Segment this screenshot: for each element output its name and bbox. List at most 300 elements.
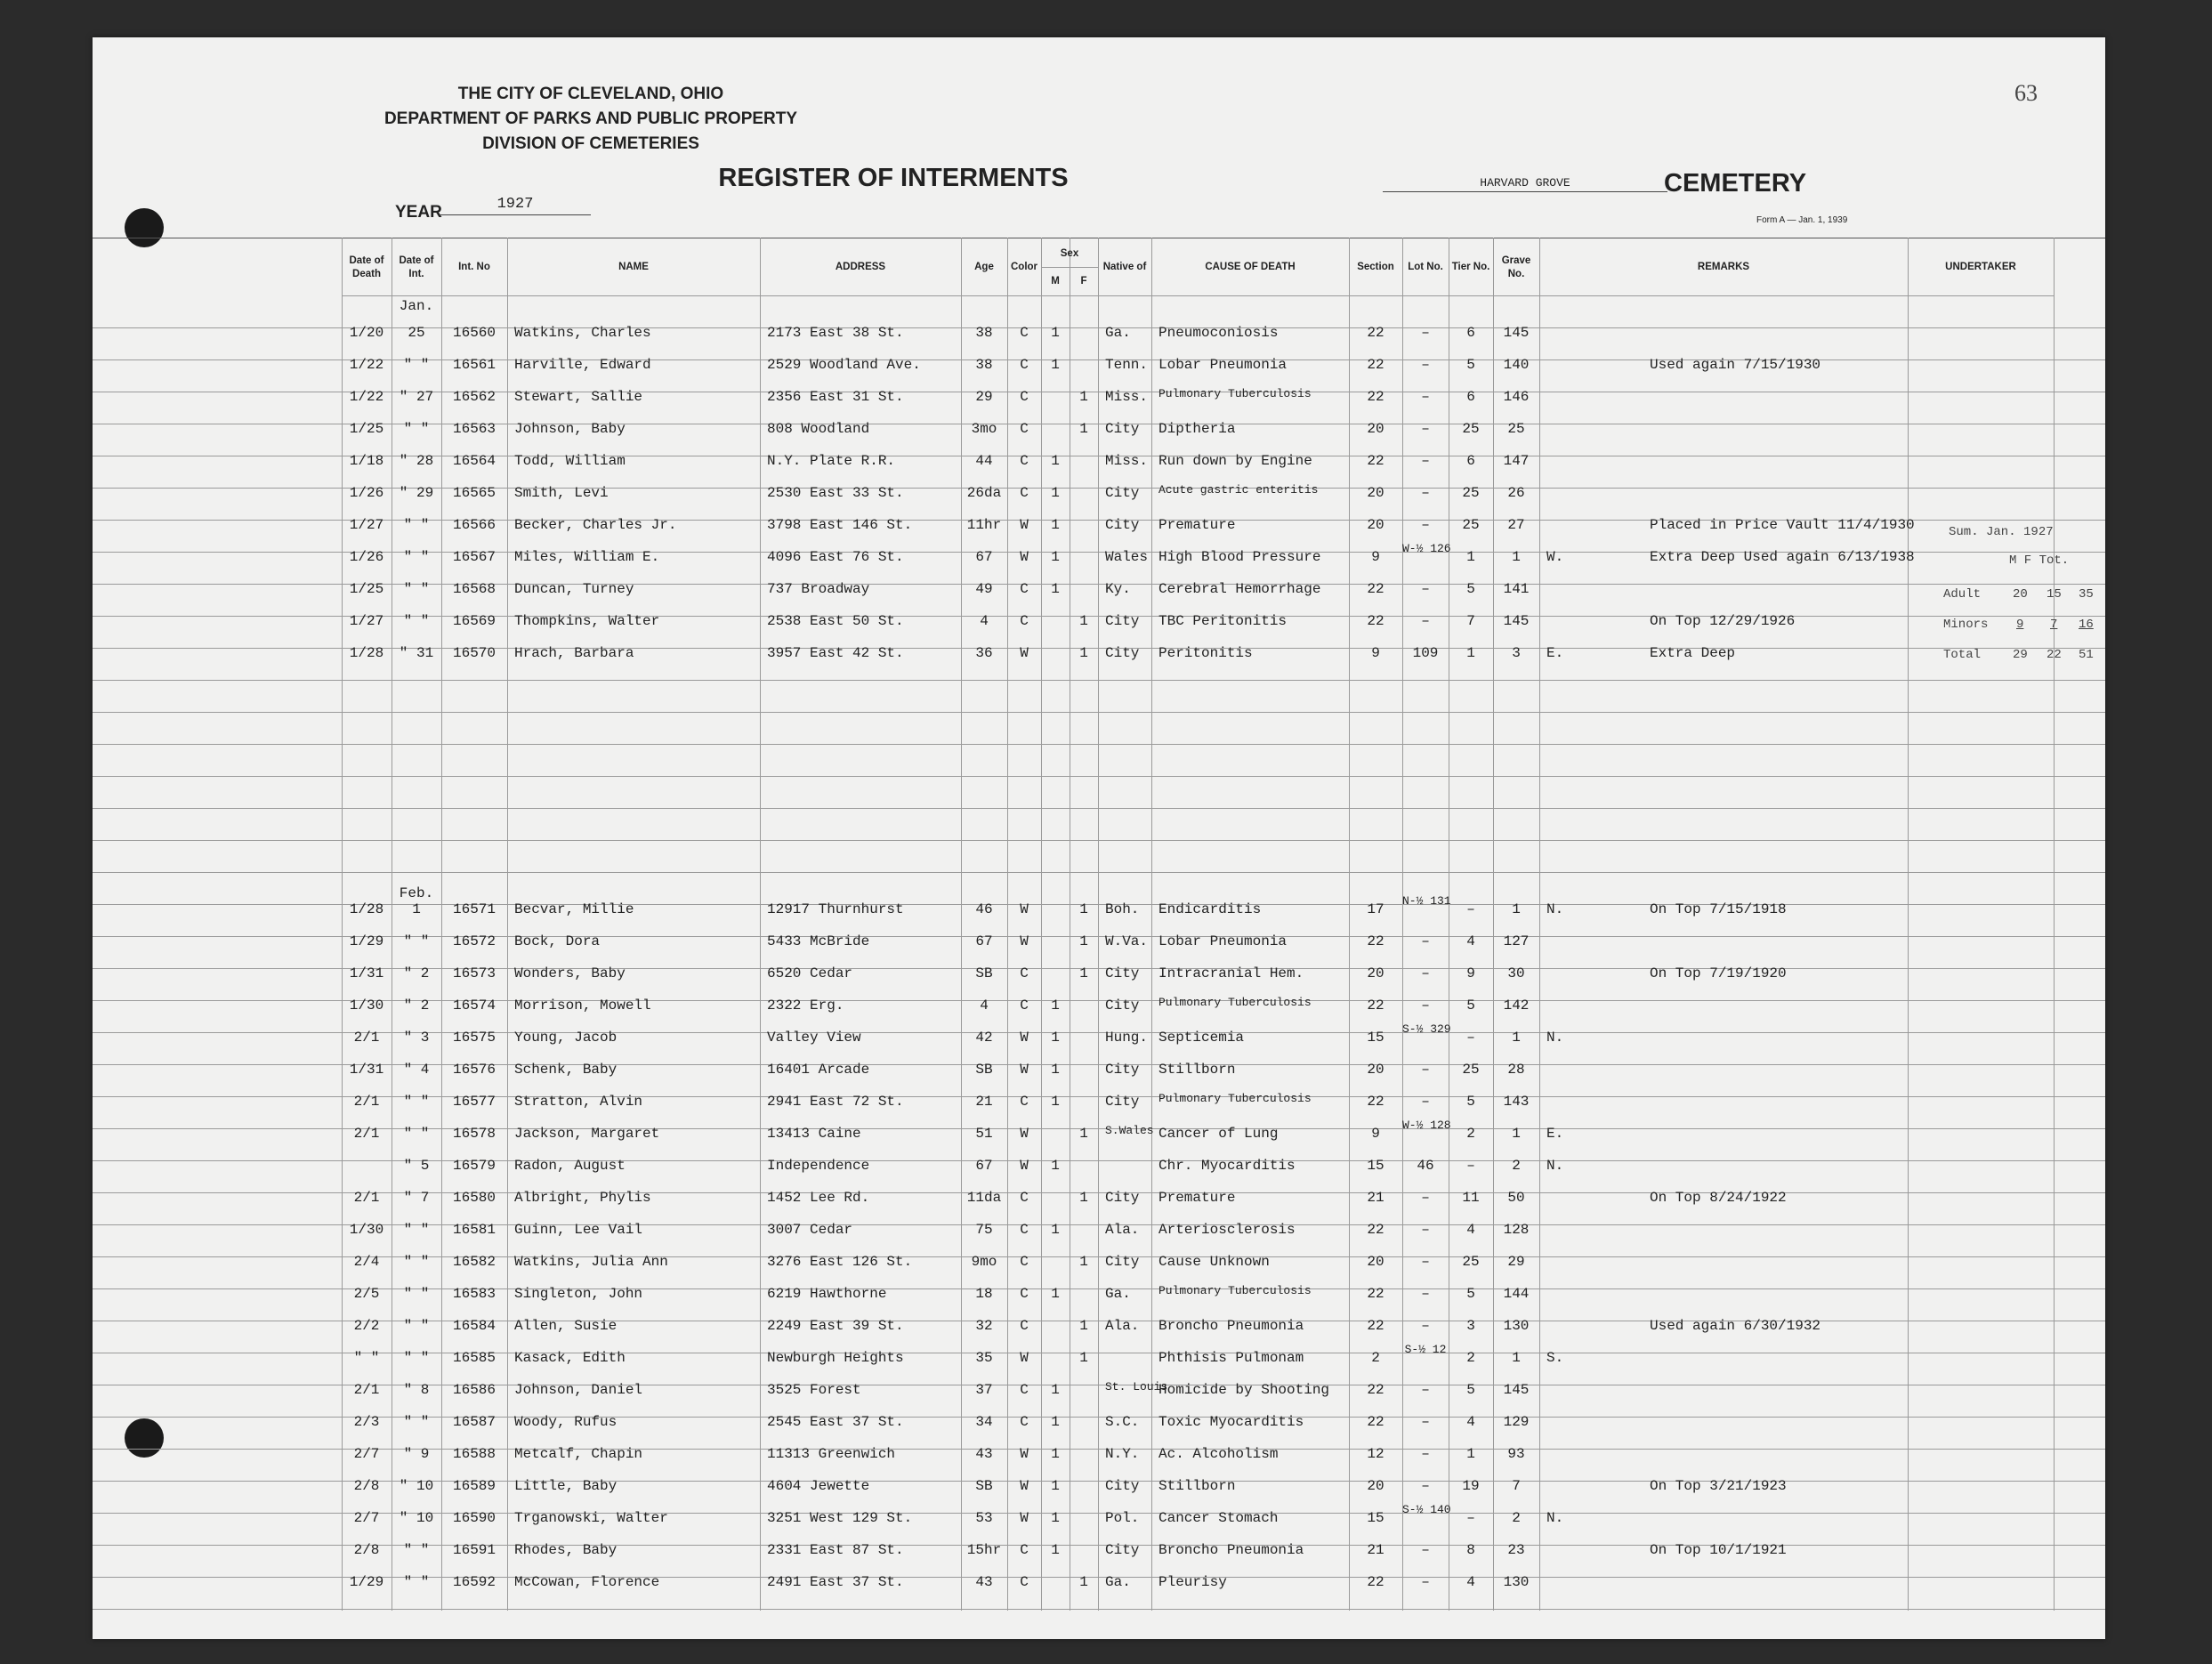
cell-native: N.Y. (1105, 1446, 1140, 1462)
cell-native: Ga. (1105, 1286, 1131, 1302)
cell-native: City (1105, 1254, 1140, 1270)
cell-m: 1 (1051, 1510, 1060, 1526)
cell-age: 53 (975, 1510, 993, 1526)
cell-section: 22 (1367, 1574, 1385, 1590)
remark-text: Extra Deep Used again 6/13/1938 (1650, 549, 1915, 565)
cell-tier: 6 (1466, 453, 1475, 469)
remark-text: On Top 3/21/1923 (1650, 1478, 1787, 1494)
cell-no: 16565 (452, 485, 496, 501)
cell-tier: 19 (1462, 1478, 1480, 1494)
cell-int: " " (403, 581, 430, 597)
cell-color: C (1020, 1542, 1029, 1558)
cell-section: 21 (1367, 1542, 1385, 1558)
cell-native: City (1105, 645, 1140, 661)
table-row (93, 1406, 2105, 1438)
cemetery-name: HARVARD GROVE (1383, 176, 1667, 192)
cell-death: 1/29 (349, 1574, 384, 1590)
summary-minors-m: 9 (2016, 618, 2024, 632)
cell-age: 75 (975, 1222, 993, 1238)
cell-color: C (1020, 1254, 1029, 1270)
cell-name: Albright, Phylis (514, 1190, 651, 1206)
cell-grave: 1 (1512, 549, 1521, 565)
cell-cause: Endicarditis (1158, 901, 1262, 917)
cell-int: " 9 (403, 1446, 430, 1462)
cell-section: 22 (1367, 453, 1385, 469)
cell-grave: 28 (1507, 1062, 1525, 1078)
cell-cause: Ac. Alcoholism (1158, 1446, 1279, 1462)
cell-tier: 1 (1466, 549, 1475, 565)
cell-grave: 127 (1503, 933, 1530, 949)
cell-f: 1 (1079, 645, 1088, 661)
table-row (93, 1534, 2105, 1566)
cell-name: Metcalf, Chapin (514, 1446, 643, 1462)
cell-age: 36 (975, 645, 993, 661)
cell-grave: 130 (1503, 1318, 1530, 1334)
remark-mark: E. (1546, 1126, 1564, 1142)
cell-no: 16579 (452, 1158, 496, 1174)
cell-address: 2491 East 37 St. (767, 1574, 904, 1590)
cell-m: 1 (1051, 453, 1060, 469)
cell-age: 46 (975, 901, 993, 917)
cell-int: " 10 (399, 1478, 434, 1494)
cell-section: 9 (1371, 1126, 1380, 1142)
cell-grave: 128 (1503, 1222, 1530, 1238)
cell-age: 9mo (971, 1254, 997, 1270)
cell-tier: 5 (1466, 357, 1475, 373)
register-title: REGISTER OF INTERMENTS (718, 164, 1069, 192)
cell-int: " 8 (403, 1382, 430, 1398)
cell-color: W (1020, 1126, 1029, 1142)
cell-death: 1/31 (349, 965, 384, 981)
cell-color: C (1020, 485, 1029, 501)
cell-color: W (1020, 901, 1029, 917)
cell-m: 1 (1051, 998, 1060, 1014)
cell-section: 15 (1367, 1510, 1385, 1526)
cell-f: 1 (1079, 1318, 1088, 1334)
cell-native: City (1105, 1542, 1140, 1558)
table-row (93, 573, 2105, 605)
cell-m: 1 (1051, 485, 1060, 501)
cell-m: 1 (1051, 1446, 1060, 1462)
cell-grave: 144 (1503, 1286, 1530, 1302)
cell-color: C (1020, 1222, 1029, 1238)
col-header-color: Color (1010, 262, 1038, 272)
cell-native: W.Va. (1105, 933, 1149, 949)
cell-grave: 1 (1512, 901, 1521, 917)
cell-age: 51 (975, 1126, 993, 1142)
cell-name: Thompkins, Walter (514, 613, 660, 629)
table-row (93, 957, 2105, 990)
cell-name: Rhodes, Baby (514, 1542, 618, 1558)
cell-grave: 140 (1503, 357, 1530, 373)
cell-m: 1 (1051, 325, 1060, 341)
cell-no: 16575 (452, 1030, 496, 1046)
cell-lot: – (1421, 357, 1430, 373)
cell-name: Johnson, Baby (514, 421, 626, 437)
cell-lot: 109 (1412, 645, 1439, 661)
cell-color: W (1020, 1350, 1029, 1366)
cell-tier: 2 (1466, 1126, 1475, 1142)
cell-no: 16592 (452, 1574, 496, 1590)
cell-name: Wonders, Baby (514, 965, 626, 981)
table-row (93, 1246, 2105, 1278)
cell-native: Ga. (1105, 1574, 1131, 1590)
cell-color: W (1020, 1158, 1029, 1174)
cell-color: C (1020, 1414, 1029, 1430)
table-row (93, 413, 2105, 445)
table-row (93, 381, 2105, 413)
col-header-lot: Lot No. (1408, 262, 1443, 272)
cell-name: McCowan, Florence (514, 1574, 660, 1590)
remark-mark: N. (1546, 901, 1564, 917)
cell-native: City (1105, 421, 1140, 437)
cell-int: " " (403, 517, 430, 533)
organization-heading (342, 82, 840, 157)
cell-native: City (1105, 1478, 1140, 1494)
cell-color: C (1020, 1574, 1029, 1590)
cell-tier: 6 (1466, 389, 1475, 405)
cell-grave: 145 (1503, 613, 1530, 629)
year-label: YEAR (395, 203, 442, 222)
cell-color: W (1020, 1446, 1029, 1462)
remark-text: On Top 7/15/1918 (1650, 901, 1787, 917)
cell-death: 2/1 (353, 1382, 380, 1398)
cell-grave: 2 (1512, 1510, 1521, 1526)
cell-age: 43 (975, 1446, 993, 1462)
cell-death: 1/31 (349, 1062, 384, 1078)
cell-int: " " (403, 1094, 430, 1110)
cell-m: 1 (1051, 1158, 1060, 1174)
cell-death: 1/25 (349, 421, 384, 437)
cell-lot: – (1421, 1446, 1430, 1462)
cell-death: 1/25 (349, 581, 384, 597)
cell-address: 2545 East 37 St. (767, 1414, 904, 1430)
cell-death: 2/1 (353, 1190, 380, 1206)
cemetery-label: CEMETERY (1664, 169, 1807, 198)
cell-native: City (1105, 485, 1140, 501)
cell-section: 22 (1367, 998, 1385, 1014)
cell-color: W (1020, 933, 1029, 949)
cell-int: " " (403, 933, 430, 949)
cell-cause: Toxic Myocarditis (1158, 1414, 1304, 1430)
cell-lot: – (1421, 1574, 1430, 1590)
cell-age: 4 (980, 613, 989, 629)
cell-no: 16588 (452, 1446, 496, 1462)
remark-mark: W. (1546, 549, 1564, 565)
cell-color: C (1020, 325, 1029, 341)
cell-section: 20 (1367, 965, 1385, 981)
remark-mark: N. (1546, 1030, 1564, 1046)
cell-name: Duncan, Turney (514, 581, 634, 597)
cell-address: 2538 East 50 St. (767, 613, 904, 629)
cell-name: Todd, William (514, 453, 626, 469)
cell-address: 2331 East 87 St. (767, 1542, 904, 1558)
cell-age: 4 (980, 998, 989, 1014)
cell-cause: High Blood Pressure (1158, 549, 1321, 565)
cell-no: 16578 (452, 1126, 496, 1142)
cell-section: 22 (1367, 581, 1385, 597)
summary-adult-total: 35 (2079, 587, 2094, 602)
cell-lot: W-½ 128 (1402, 1119, 1451, 1132)
cell-death: 2/1 (353, 1094, 380, 1110)
cell-f: 1 (1079, 421, 1088, 437)
cell-lot: – (1421, 1414, 1430, 1430)
cell-int: " " (403, 1542, 430, 1558)
col-header-section: Section (1357, 262, 1394, 272)
cell-name: Radon, August (514, 1158, 626, 1174)
cell-grave: 3 (1512, 645, 1521, 661)
table-row (93, 1566, 2105, 1598)
cell-death: 1/27 (349, 517, 384, 533)
cell-f: 1 (1079, 965, 1088, 981)
cell-int: " 28 (399, 453, 434, 469)
cell-death: 1/22 (349, 389, 384, 405)
remark-text: Used again 6/30/1932 (1650, 1318, 1821, 1334)
table-row (93, 349, 2105, 381)
summary-minors-total: 16 (2079, 618, 2094, 632)
col-header-tier: Tier No. (1451, 262, 1490, 272)
cell-lot: – (1421, 998, 1430, 1014)
cell-tier: 25 (1462, 1254, 1480, 1270)
cell-cause: Lobar Pneumonia (1158, 357, 1288, 373)
table-row (93, 541, 2105, 573)
summary-title: Sum. Jan. 1927 (1949, 525, 2054, 539)
cell-tier: 25 (1462, 517, 1480, 533)
table-row (93, 893, 2105, 925)
table-row (93, 445, 2105, 477)
summary-adult-m: 20 (2013, 587, 2028, 602)
cell-age: 11da (966, 1190, 1002, 1206)
cell-grave: 50 (1507, 1190, 1525, 1206)
cell-death: 2/8 (353, 1478, 380, 1494)
cell-lot: – (1421, 1542, 1430, 1558)
cell-no: 16571 (452, 901, 496, 917)
cell-address: 737 Broadway (767, 581, 870, 597)
cell-section: 15 (1367, 1030, 1385, 1046)
cell-age: 15hr (966, 1542, 1002, 1558)
cell-lot: S-½ 12 (1404, 1343, 1447, 1356)
cell-tier: – (1466, 1030, 1475, 1046)
year-value: 1927 (440, 196, 591, 215)
cell-lot: – (1421, 1478, 1430, 1494)
cell-section: 22 (1367, 613, 1385, 629)
cell-tier: 1 (1466, 645, 1475, 661)
cell-address: 2249 East 39 St. (767, 1318, 904, 1334)
cell-grave: 145 (1503, 1382, 1530, 1398)
cell-section: 22 (1367, 389, 1385, 405)
cell-address: 808 Woodland (767, 421, 870, 437)
cell-age: 29 (975, 389, 993, 405)
cell-no: 16567 (452, 549, 496, 565)
cell-name: Allen, Susie (514, 1318, 618, 1334)
cell-grave: 27 (1507, 517, 1525, 533)
cell-color: C (1020, 357, 1029, 373)
col-header-int: Date of Int. (399, 254, 434, 279)
cell-int: " " (403, 1286, 430, 1302)
cell-no: 16570 (452, 645, 496, 661)
table-row (93, 1278, 2105, 1310)
summary-total-f: 22 (2047, 648, 2062, 662)
cell-f: 1 (1079, 933, 1088, 949)
summary-minors-label: Minors (1943, 618, 1989, 632)
cell-native: Ala. (1105, 1318, 1140, 1334)
cell-int: " " (403, 1350, 430, 1366)
cell-tier: 25 (1462, 485, 1480, 501)
cell-cause: Cause Unknown (1158, 1254, 1270, 1270)
cell-death: 1/20 (349, 325, 384, 341)
cell-cause: Chr. Myocarditis (1158, 1158, 1296, 1174)
cell-no: 16582 (452, 1254, 496, 1270)
summary-minors-f: 7 (2050, 618, 2058, 632)
cell-color: C (1020, 998, 1029, 1014)
cell-section: 22 (1367, 933, 1385, 949)
cell-address: 4096 East 76 St. (767, 549, 904, 565)
cell-grave: 1 (1512, 1126, 1521, 1142)
cell-cause: Cancer of Lung (1158, 1126, 1279, 1142)
cell-lot: S-½ 329 (1402, 1022, 1451, 1036)
cell-tier: – (1466, 1158, 1475, 1174)
cell-no: 16589 (452, 1478, 496, 1494)
col-header-death: Date of Death (349, 254, 384, 279)
cell-lot: – (1421, 1286, 1430, 1302)
cell-death: 1/30 (349, 1222, 384, 1238)
cell-no: 16573 (452, 965, 496, 981)
col-header-name: NAME (618, 262, 649, 272)
cell-lot: S-½ 140 (1402, 1503, 1451, 1516)
table-row (93, 990, 2105, 1022)
cell-age: SB (975, 1062, 993, 1078)
cell-int: " 10 (399, 1510, 434, 1526)
cell-tier: 7 (1466, 613, 1475, 629)
cell-no: 16585 (452, 1350, 496, 1366)
cell-address: 1452 Lee Rd. (767, 1190, 870, 1206)
col-header-sex-m: M (1051, 275, 1060, 287)
summary-columns: M F Tot. (2009, 553, 2070, 568)
cell-no: 16569 (452, 613, 496, 629)
cell-int: 25 (408, 325, 425, 341)
cell-address: 6219 Hawthorne (767, 1286, 887, 1302)
cell-address: 2530 East 33 St. (767, 485, 904, 501)
cell-section: 17 (1367, 901, 1385, 917)
cell-age: 37 (975, 1382, 993, 1398)
month-marker-feb: Feb. (399, 885, 434, 901)
table-row (93, 1182, 2105, 1214)
cell-tier: 9 (1466, 965, 1475, 981)
cell-name: Becker, Charles Jr. (514, 517, 677, 533)
col-header-cause: CAUSE OF DEATH (1205, 262, 1296, 272)
cell-name: Smith, Levi (514, 485, 609, 501)
cell-cause: Pulmonary Tuberculosis (1158, 996, 1312, 1009)
cell-m: 1 (1051, 517, 1060, 533)
cell-no: 16560 (452, 325, 496, 341)
table-row (93, 1342, 2105, 1374)
cell-native: Hung. (1105, 1030, 1149, 1046)
summary-total-total: 51 (2079, 648, 2094, 662)
cell-color: W (1020, 1062, 1029, 1078)
cell-name: Hrach, Barbara (514, 645, 634, 661)
cell-no: 16576 (452, 1062, 496, 1078)
cell-f: 1 (1079, 1574, 1088, 1590)
cell-native: Tenn. (1105, 357, 1149, 373)
cell-address: 6520 Cedar (767, 965, 853, 981)
cell-tier: 5 (1466, 1286, 1475, 1302)
summary-total-label: Total (1943, 648, 1982, 662)
cell-cause: Intracranial Hem. (1158, 965, 1304, 981)
cell-grave: 141 (1503, 581, 1530, 597)
cell-lot: W-½ 126 (1402, 542, 1451, 555)
cell-grave: 145 (1503, 325, 1530, 341)
cell-lot: – (1421, 1190, 1430, 1206)
remark-mark: N. (1546, 1510, 1564, 1526)
table-row (93, 317, 2105, 349)
cell-cause: Pulmonary Tuberculosis (1158, 1092, 1312, 1105)
cell-age: 38 (975, 325, 993, 341)
cell-m: 1 (1051, 549, 1060, 565)
cell-int: " 2 (403, 998, 430, 1014)
remark-text: On Top 10/1/1921 (1650, 1542, 1787, 1558)
cell-int: 1 (412, 901, 421, 917)
cell-tier: 4 (1466, 933, 1475, 949)
cell-address: 4604 Jewette (767, 1478, 870, 1494)
cell-native: Pol. (1105, 1510, 1140, 1526)
cell-name: Watkins, Charles (514, 325, 651, 341)
cell-f: 1 (1079, 613, 1088, 629)
cell-cause: Premature (1158, 1190, 1236, 1206)
cell-grave: 130 (1503, 1574, 1530, 1590)
cell-tier: – (1466, 1510, 1475, 1526)
cell-cause: Phthisis Pulmonam (1158, 1350, 1304, 1366)
cell-death: 1/22 (349, 357, 384, 373)
cell-death: 2/2 (353, 1318, 380, 1334)
cell-int: " " (403, 549, 430, 565)
cell-color: W (1020, 549, 1029, 565)
cell-lot: – (1421, 389, 1430, 405)
remark-text: Extra Deep (1650, 645, 1736, 661)
cell-tier: – (1466, 901, 1475, 917)
cell-f: 1 (1079, 1190, 1088, 1206)
cell-grave: 142 (1503, 998, 1530, 1014)
org-line-2: DEPARTMENT OF PARKS AND PUBLIC PROPERTY (383, 109, 798, 128)
header-bottom-rule (342, 295, 2054, 296)
cell-tier: 5 (1466, 581, 1475, 597)
cell-age: 67 (975, 1158, 993, 1174)
cell-m: 1 (1051, 1222, 1060, 1238)
cell-name: Miles, William E. (514, 549, 660, 565)
cell-f: 1 (1079, 901, 1088, 917)
cell-age: 3mo (971, 421, 997, 437)
cell-native: City (1105, 1190, 1140, 1206)
cell-native: City (1105, 1094, 1140, 1110)
cell-name: Johnson, Daniel (514, 1382, 643, 1398)
col-header-age: Age (974, 262, 994, 272)
cell-no: 16580 (452, 1190, 496, 1206)
table-row (93, 1374, 2105, 1406)
cell-cause: Run down by Engine (1158, 453, 1312, 469)
summary-total-m: 29 (2013, 648, 2028, 662)
cell-tier: 1 (1466, 1446, 1475, 1462)
cell-tier: 4 (1466, 1574, 1475, 1590)
cell-color: C (1020, 613, 1029, 629)
cell-f: 1 (1079, 389, 1088, 405)
cell-f: 1 (1079, 1254, 1088, 1270)
cell-address: 3525 Forest (767, 1382, 861, 1398)
cell-m: 1 (1051, 1030, 1060, 1046)
remark-text: On Top 7/19/1920 (1650, 965, 1787, 981)
cell-cause: Broncho Pneumonia (1158, 1542, 1304, 1558)
cell-cause: Broncho Pneumonia (1158, 1318, 1304, 1334)
table-row (93, 1022, 2105, 1054)
cell-lot: – (1421, 1254, 1430, 1270)
